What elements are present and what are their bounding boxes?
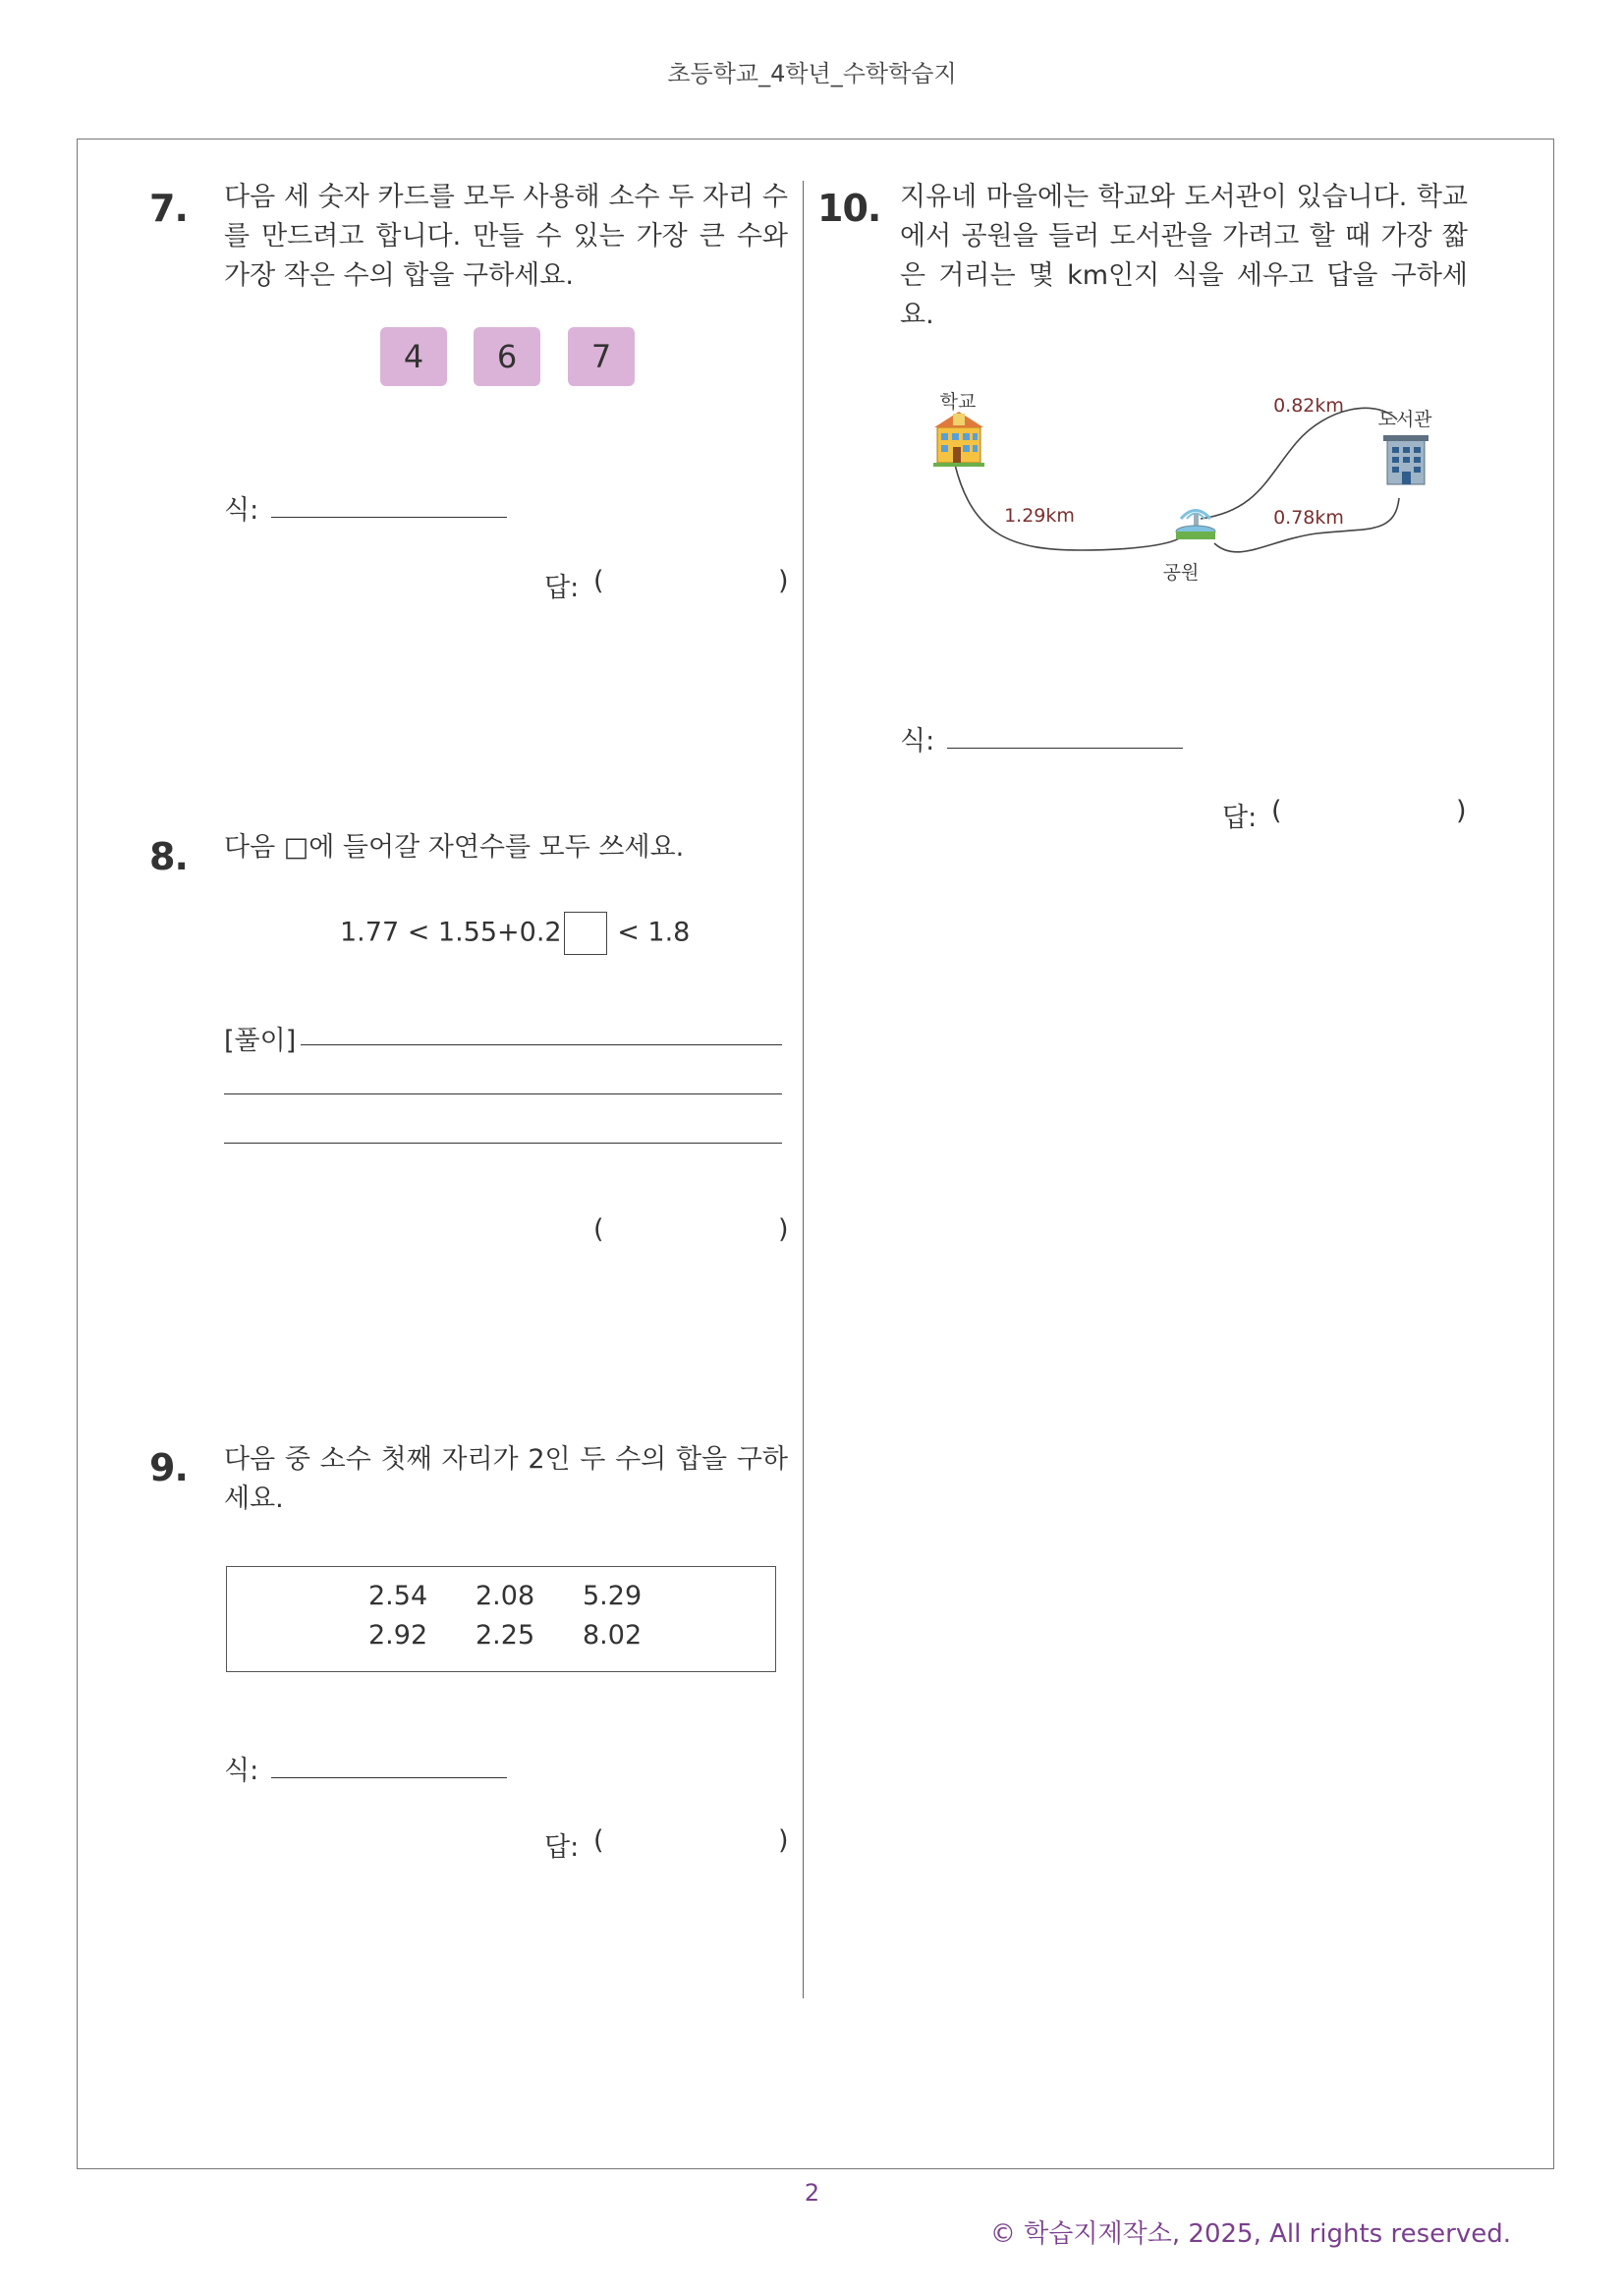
- question-8-answer-open-paren: (: [593, 1214, 604, 1245]
- copyright-notice: © 학습지제작소, 2025, All rights reserved.: [989, 2219, 1511, 2249]
- question-9-answer-close-paren: ): [778, 1825, 789, 1856]
- question-10-answer-open-paren: (: [1271, 796, 1282, 826]
- map-label-library: 도서관: [1377, 409, 1432, 430]
- question-9-expression-label: 식:: [224, 1756, 259, 1786]
- question-8-text: 다음 □에 들어갈 자연수를 모두 쓰세요.: [224, 832, 685, 863]
- question-9-text: 다음 중 소수 첫째 자리가 2인 두 수의 합을 구하세요.: [224, 1444, 788, 1514]
- question-8-inequality: [340, 912, 690, 955]
- park-fountain-icon: [1176, 511, 1215, 540]
- solution-line-1[interactable]: [301, 1044, 782, 1045]
- number-card-4: 4: [380, 327, 447, 386]
- path-park-library-top: [1201, 408, 1397, 519]
- question-10-expression-label: 식:: [900, 726, 935, 756]
- number-row-2-item-3: 8.02: [583, 1620, 643, 1651]
- question-7-answer-close-paren: ): [778, 566, 789, 596]
- number-card-6: 6: [474, 327, 540, 386]
- blank-box[interactable]: [564, 912, 607, 955]
- page-number: 2: [804, 2179, 820, 2207]
- distance-park-library-bottom: 0.78km: [1273, 507, 1344, 529]
- map-label-school: 학교: [939, 391, 977, 413]
- inequality-right: < 1.8: [617, 917, 691, 948]
- question-10-expression-line[interactable]: [947, 748, 1183, 749]
- distance-school-park: 1.29km: [1004, 505, 1075, 527]
- question-9-answer-label: 답:: [544, 1832, 580, 1863]
- question-8-answer-close-paren: ): [778, 1214, 789, 1245]
- question-9-expression-line[interactable]: [271, 1777, 507, 1778]
- solution-line-2[interactable]: [224, 1093, 782, 1094]
- number-row-2-item-1: 2.92: [368, 1620, 428, 1651]
- number-row-1-item-2: 2.08: [476, 1581, 535, 1611]
- question-7-answer-open-paren: (: [593, 566, 604, 596]
- page-header: 초등학교_4학년_수학학습지: [667, 60, 957, 87]
- library-icon: [1383, 435, 1428, 484]
- question-7-number: 7.: [149, 187, 188, 230]
- number-row-2-item-2: 2.25: [476, 1620, 535, 1651]
- question-8-number: 8.: [149, 835, 188, 878]
- question-10-answer-close-paren: ): [1456, 796, 1467, 826]
- distance-park-library-top: 0.82km: [1273, 395, 1344, 417]
- village-map: [904, 378, 1454, 594]
- inequality-left: 1.77 < 1.55+0.2: [340, 917, 562, 948]
- solution-line-3[interactable]: [224, 1143, 782, 1144]
- school-icon: [933, 412, 984, 467]
- question-7-expression-label: 식:: [224, 495, 259, 526]
- number-row-1-item-3: 5.29: [583, 1581, 643, 1611]
- question-7-expression-line[interactable]: [271, 517, 507, 518]
- map-label-park: 공원: [1162, 562, 1200, 584]
- solution-label: [풀이]: [224, 1026, 297, 1056]
- question-7-answer-label: 답:: [544, 573, 580, 603]
- question-7-text: 다음 세 숫자 카드를 모두 사용해 소수 두 자리 수를 만드려고 합니다. 만들 수 있는 가장 큰 수와 가장 작은 수의 합을 구하세요.: [224, 182, 788, 291]
- column-divider: [803, 181, 804, 1998]
- question-10-text: 지유네 마을에는 학교와 도서관이 있습니다. 학교에서 공원을 들러 도서관을 가려고 할 때 가장 짧은 거리는 몇 km인지 식을 세우고 답을 구하세요.: [900, 182, 1468, 330]
- question-9-number: 9.: [149, 1446, 188, 1489]
- number-row-1-item-1: 2.54: [368, 1581, 428, 1611]
- question-10-number: 10.: [817, 187, 881, 230]
- question-9-answer-open-paren: (: [593, 1825, 604, 1856]
- number-card-7: 7: [568, 327, 635, 386]
- question-10-answer-label: 답:: [1222, 803, 1258, 833]
